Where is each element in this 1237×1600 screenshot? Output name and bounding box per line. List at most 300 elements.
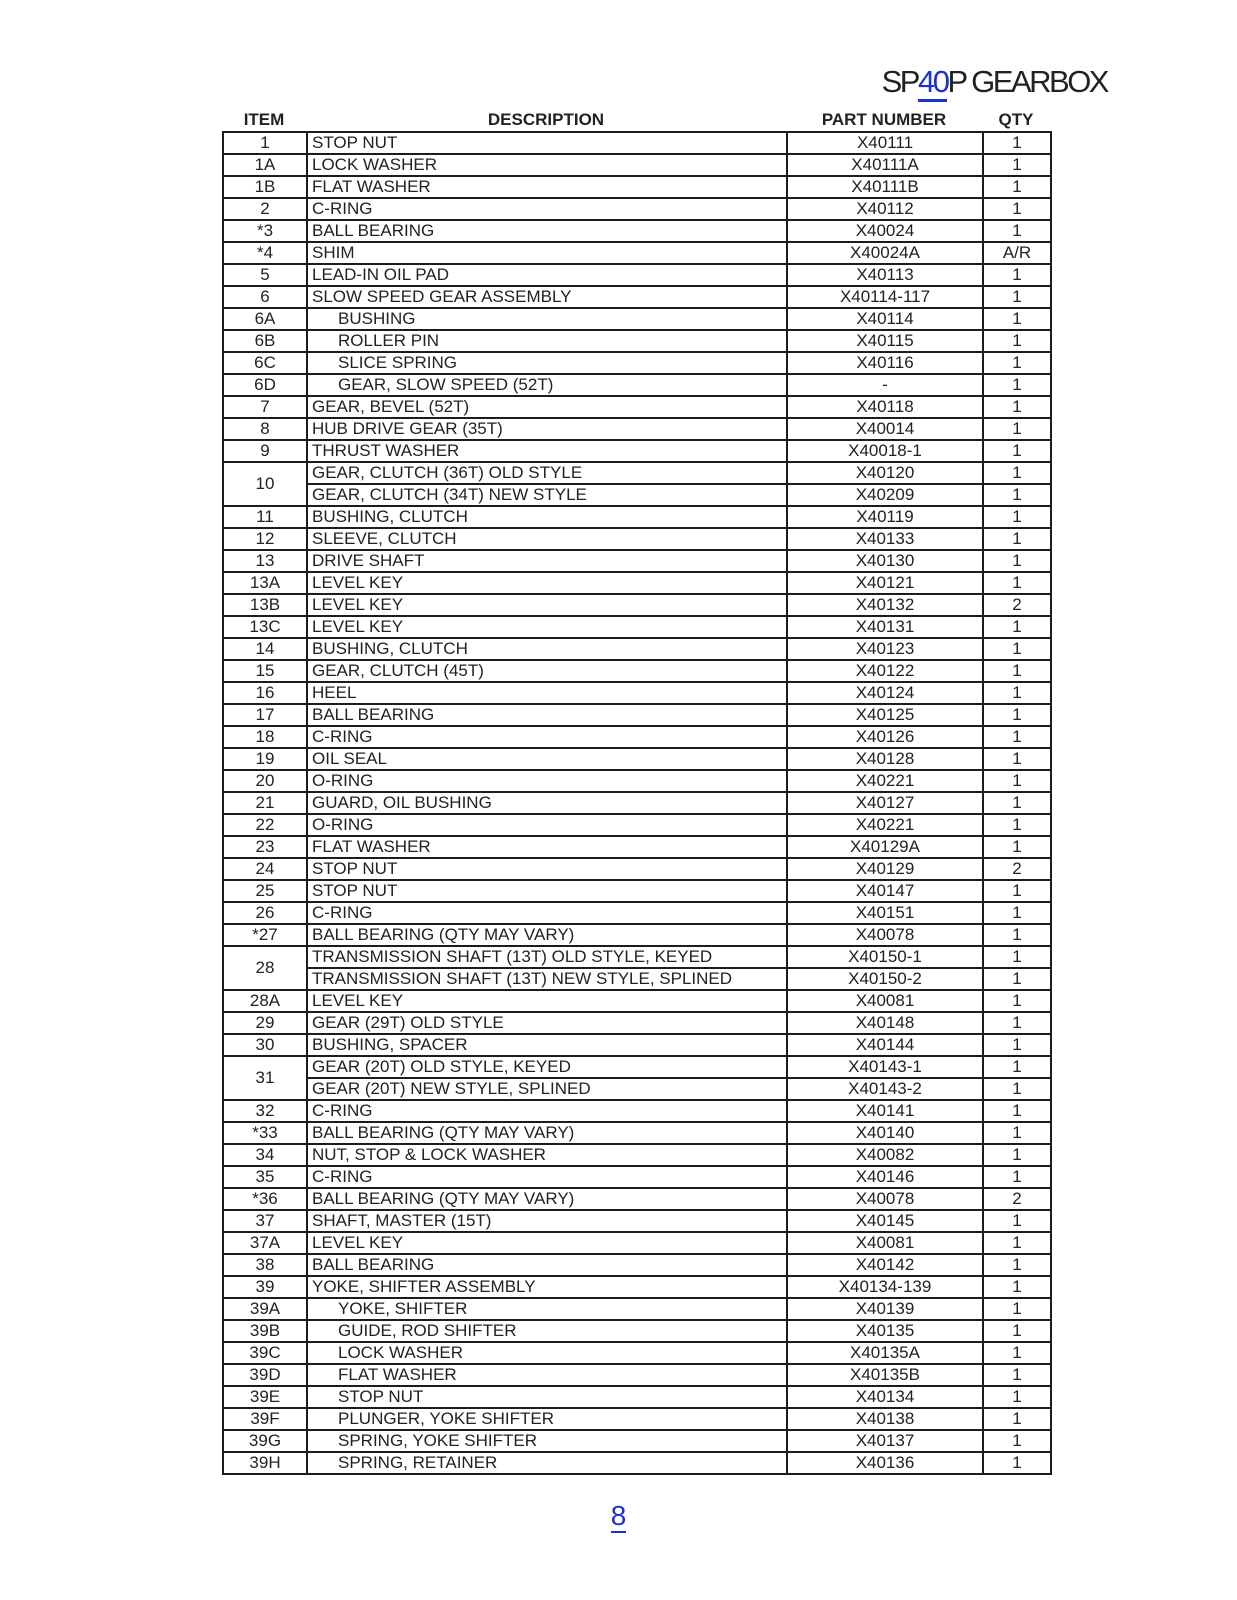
qty-cell: 1 — [983, 132, 1051, 154]
description-cell: STOP NUT — [307, 880, 787, 902]
item-cell: 14 — [223, 638, 307, 660]
part-number-cell: X40144 — [787, 1034, 983, 1056]
part-number-cell: X40111 — [787, 132, 983, 154]
table-row — [223, 242, 1051, 264]
item-cell: 7 — [223, 396, 307, 418]
qty-cell: 1 — [983, 330, 1051, 352]
table-row — [223, 440, 1051, 462]
part-number-cell: X40147 — [787, 880, 983, 902]
description-cell: BALL BEARING (QTY MAY VARY) — [307, 924, 787, 946]
item-cell: 1B — [223, 176, 307, 198]
parts-table-body — [223, 132, 1051, 1474]
qty-cell: 1 — [983, 1298, 1051, 1320]
description-cell: FLAT WASHER — [307, 176, 787, 198]
table-row — [223, 814, 1051, 836]
description-cell: BUSHING, SPACER — [307, 1034, 787, 1056]
qty-cell: 1 — [983, 1078, 1051, 1100]
item-cell: 21 — [223, 792, 307, 814]
part-number-cell: X40111A — [787, 154, 983, 176]
item-cell: 26 — [223, 902, 307, 924]
item-cell: 6 — [223, 286, 307, 308]
part-number-cell: X40114 — [787, 308, 983, 330]
part-number-cell: X40078 — [787, 1188, 983, 1210]
description-cell: C-RING — [307, 1166, 787, 1188]
qty-cell: 1 — [983, 1166, 1051, 1188]
description-cell: FLAT WASHER — [307, 836, 787, 858]
item-cell: 20 — [223, 770, 307, 792]
part-number-cell: X40150-1 — [787, 946, 983, 968]
table-row — [223, 308, 1051, 330]
table-row — [223, 1430, 1051, 1452]
item-cell: 39A — [223, 1298, 307, 1320]
description-cell: TRANSMISSION SHAFT (13T) NEW STYLE, SPLINED — [307, 968, 787, 990]
description-cell: PLUNGER, YOKE SHIFTER — [307, 1408, 787, 1430]
table-row — [223, 352, 1051, 374]
description-cell: SLOW SPEED GEAR ASSEMBLY — [307, 286, 787, 308]
table-row — [223, 594, 1051, 616]
part-number-cell: X40112 — [787, 198, 983, 220]
item-cell: 8 — [223, 418, 307, 440]
description-cell: BALL BEARING (QTY MAY VARY) — [307, 1188, 787, 1210]
table-row — [223, 572, 1051, 594]
item-cell: 22 — [223, 814, 307, 836]
item-cell: 39B — [223, 1320, 307, 1342]
qty-cell: 1 — [983, 1144, 1051, 1166]
table-row — [223, 1320, 1051, 1342]
part-number-cell: X40143-1 — [787, 1056, 983, 1078]
description-cell: LEVEL KEY — [307, 594, 787, 616]
item-cell: 25 — [223, 880, 307, 902]
qty-cell: 1 — [983, 1210, 1051, 1232]
part-number-cell: X40135B — [787, 1364, 983, 1386]
description-cell: STOP NUT — [307, 132, 787, 154]
qty-cell: 1 — [983, 1364, 1051, 1386]
part-number-cell: X40209 — [787, 484, 983, 506]
qty-cell: 1 — [983, 396, 1051, 418]
qty-cell: 1 — [983, 990, 1051, 1012]
item-cell: 30 — [223, 1034, 307, 1056]
part-number-cell: X40150-2 — [787, 968, 983, 990]
page-title — [882, 64, 1107, 100]
item-cell: 6D — [223, 374, 307, 396]
qty-cell: 1 — [983, 220, 1051, 242]
table-row — [223, 1342, 1051, 1364]
description-cell: SHIM — [307, 242, 787, 264]
description-cell: FLAT WASHER — [307, 1364, 787, 1386]
qty-cell: 1 — [983, 374, 1051, 396]
part-number-cell: X40136 — [787, 1452, 983, 1474]
qty-cell: 1 — [983, 1320, 1051, 1342]
table-row — [223, 484, 1051, 506]
item-cell: 6A — [223, 308, 307, 330]
table-row — [223, 990, 1051, 1012]
item-cell: 5 — [223, 264, 307, 286]
qty-cell: 2 — [983, 1188, 1051, 1210]
description-cell: BALL BEARING (QTY MAY VARY) — [307, 1122, 787, 1144]
description-cell: GEAR, SLOW SPEED (52T) — [307, 374, 787, 396]
item-cell: 24 — [223, 858, 307, 880]
table-row — [223, 880, 1051, 902]
qty-cell: 1 — [983, 770, 1051, 792]
item-cell: 39G — [223, 1430, 307, 1452]
item-cell: 23 — [223, 836, 307, 858]
description-cell: LOCK WASHER — [307, 154, 787, 176]
table-row — [223, 198, 1051, 220]
table-row — [223, 748, 1051, 770]
table-row — [223, 1408, 1051, 1430]
column-header-part-number: PART NUMBER — [821, 110, 947, 129]
description-cell: HEEL — [307, 682, 787, 704]
table-row — [223, 704, 1051, 726]
table-row — [223, 396, 1051, 418]
item-cell: 11 — [223, 506, 307, 528]
description-cell: BUSHING, CLUTCH — [307, 506, 787, 528]
part-number-cell: X40116 — [787, 352, 983, 374]
item-cell: 39H — [223, 1452, 307, 1474]
item-cell: 16 — [223, 682, 307, 704]
column-header-qty: QTY — [998, 110, 1034, 129]
part-number-cell: X40142 — [787, 1254, 983, 1276]
description-cell: LOCK WASHER — [307, 1342, 787, 1364]
part-number-cell: - — [787, 374, 983, 396]
qty-cell: 1 — [983, 704, 1051, 726]
part-number-cell: X40137 — [787, 1430, 983, 1452]
item-cell: 6C — [223, 352, 307, 374]
item-cell: 9 — [223, 440, 307, 462]
part-number-cell: X40141 — [787, 1100, 983, 1122]
qty-cell: 1 — [983, 1100, 1051, 1122]
table-row — [223, 506, 1051, 528]
qty-cell: 1 — [983, 1386, 1051, 1408]
qty-cell: 1 — [983, 836, 1051, 858]
description-cell: GEAR (29T) OLD STYLE — [307, 1012, 787, 1034]
part-number-cell: X40111B — [787, 176, 983, 198]
description-cell: THRUST WASHER — [307, 440, 787, 462]
qty-cell: 1 — [983, 726, 1051, 748]
item-cell: 34 — [223, 1144, 307, 1166]
table-row — [223, 616, 1051, 638]
description-cell: GEAR (20T) OLD STYLE, KEYED — [307, 1056, 787, 1078]
description-cell: YOKE, SHIFTER ASSEMBLY — [307, 1276, 787, 1298]
part-number-cell: X40135A — [787, 1342, 983, 1364]
qty-cell: 1 — [983, 748, 1051, 770]
item-cell: 39C — [223, 1342, 307, 1364]
qty-cell: 1 — [983, 660, 1051, 682]
item-cell: 39D — [223, 1364, 307, 1386]
part-number-cell: X40125 — [787, 704, 983, 726]
qty-cell: 1 — [983, 506, 1051, 528]
qty-cell: 1 — [983, 264, 1051, 286]
part-number-cell: X40148 — [787, 1012, 983, 1034]
table-row — [223, 462, 1051, 484]
qty-cell: 1 — [983, 352, 1051, 374]
part-number-cell: X40135 — [787, 1320, 983, 1342]
item-cell: 31 — [223, 1056, 307, 1100]
part-number-cell: X40129 — [787, 858, 983, 880]
part-number-cell: X40128 — [787, 748, 983, 770]
part-number-cell: X40133 — [787, 528, 983, 550]
page-number — [0, 1500, 1237, 1532]
part-number-cell: X40078 — [787, 924, 983, 946]
qty-cell: A/R — [983, 242, 1051, 264]
table-row — [223, 1100, 1051, 1122]
qty-cell: 1 — [983, 1034, 1051, 1056]
table-row — [223, 770, 1051, 792]
part-number-cell: X40126 — [787, 726, 983, 748]
table-row — [223, 220, 1051, 242]
part-number-cell: X40118 — [787, 396, 983, 418]
item-cell: 39F — [223, 1408, 307, 1430]
table-row — [223, 418, 1051, 440]
part-number-cell: X40123 — [787, 638, 983, 660]
title-suffix: P GEARBOX — [947, 64, 1107, 99]
item-cell: 28A — [223, 990, 307, 1012]
table-row — [223, 374, 1051, 396]
qty-cell: 1 — [983, 792, 1051, 814]
part-number-cell: X40122 — [787, 660, 983, 682]
part-number-cell: X40081 — [787, 1232, 983, 1254]
qty-cell: 1 — [983, 1012, 1051, 1034]
qty-cell: 1 — [983, 198, 1051, 220]
part-number-cell: X40120 — [787, 462, 983, 484]
qty-cell: 1 — [983, 1342, 1051, 1364]
table-row — [223, 528, 1051, 550]
item-cell: 12 — [223, 528, 307, 550]
qty-cell: 1 — [983, 550, 1051, 572]
part-number-cell: X40124 — [787, 682, 983, 704]
description-cell: LEVEL KEY — [307, 990, 787, 1012]
part-number-cell: X40145 — [787, 1210, 983, 1232]
description-cell: STOP NUT — [307, 858, 787, 880]
qty-cell: 1 — [983, 1056, 1051, 1078]
item-cell: 13C — [223, 616, 307, 638]
part-number-cell: X40134 — [787, 1386, 983, 1408]
qty-cell: 1 — [983, 1452, 1051, 1474]
table-row — [223, 286, 1051, 308]
description-cell: OIL SEAL — [307, 748, 787, 770]
page-number-link[interactable]: 8 — [610, 1500, 627, 1531]
part-number-cell: X40114-117 — [787, 286, 983, 308]
description-cell: BUSHING — [307, 308, 787, 330]
part-number-cell: X40131 — [787, 616, 983, 638]
table-row — [223, 1210, 1051, 1232]
part-number-cell: X40127 — [787, 792, 983, 814]
item-cell: 39E — [223, 1386, 307, 1408]
description-cell: SPRING, YOKE SHIFTER — [307, 1430, 787, 1452]
part-number-cell: X40139 — [787, 1298, 983, 1320]
description-cell: GUIDE, ROD SHIFTER — [307, 1320, 787, 1342]
table-row — [223, 1056, 1051, 1078]
part-number-cell: X40113 — [787, 264, 983, 286]
item-cell: 18 — [223, 726, 307, 748]
table-row — [223, 682, 1051, 704]
qty-cell: 1 — [983, 286, 1051, 308]
qty-cell: 1 — [983, 418, 1051, 440]
item-cell: 1A — [223, 154, 307, 176]
item-cell: 10 — [223, 462, 307, 506]
part-number-cell: X40221 — [787, 770, 983, 792]
qty-cell: 1 — [983, 1408, 1051, 1430]
qty-cell: 1 — [983, 616, 1051, 638]
part-number-cell: X40143-2 — [787, 1078, 983, 1100]
table-row — [223, 1012, 1051, 1034]
part-number-cell: X40134-139 — [787, 1276, 983, 1298]
part-number-cell: X40121 — [787, 572, 983, 594]
description-cell: NUT, STOP & LOCK WASHER — [307, 1144, 787, 1166]
table-row — [223, 550, 1051, 572]
item-cell: 6B — [223, 330, 307, 352]
description-cell: C-RING — [307, 198, 787, 220]
qty-cell: 1 — [983, 176, 1051, 198]
part-number-cell: X40115 — [787, 330, 983, 352]
item-cell: 2 — [223, 198, 307, 220]
table-row — [223, 1188, 1051, 1210]
description-cell: SPRING, RETAINER — [307, 1452, 787, 1474]
item-cell: 32 — [223, 1100, 307, 1122]
title-prefix: SP — [881, 64, 918, 99]
part-number-cell: X40014 — [787, 418, 983, 440]
table-row — [223, 1122, 1051, 1144]
description-cell: GUARD, OIL BUSHING — [307, 792, 787, 814]
table-row — [223, 924, 1051, 946]
table-row — [223, 638, 1051, 660]
qty-cell: 1 — [983, 880, 1051, 902]
qty-cell: 1 — [983, 484, 1051, 506]
item-cell: 15 — [223, 660, 307, 682]
qty-cell: 1 — [983, 682, 1051, 704]
item-cell: 13B — [223, 594, 307, 616]
description-cell: GEAR (20T) NEW STYLE, SPLINED — [307, 1078, 787, 1100]
qty-cell: 1 — [983, 902, 1051, 924]
description-cell: BUSHING, CLUTCH — [307, 638, 787, 660]
description-cell: YOKE, SHIFTER — [307, 1298, 787, 1320]
table-row — [223, 726, 1051, 748]
qty-cell: 1 — [983, 154, 1051, 176]
item-cell: *4 — [223, 242, 307, 264]
qty-cell: 2 — [983, 858, 1051, 880]
description-cell: GEAR, CLUTCH (45T) — [307, 660, 787, 682]
table-row — [223, 1364, 1051, 1386]
part-number-cell: X40140 — [787, 1122, 983, 1144]
column-header-description: DESCRIPTION — [487, 110, 605, 129]
item-cell: 37A — [223, 1232, 307, 1254]
table-row — [223, 1078, 1051, 1100]
part-number-cell: X40129A — [787, 836, 983, 858]
item-cell: 13A — [223, 572, 307, 594]
table-row — [223, 968, 1051, 990]
description-cell: LEVEL KEY — [307, 616, 787, 638]
table-row — [223, 792, 1051, 814]
description-cell: HUB DRIVE GEAR (35T) — [307, 418, 787, 440]
qty-cell: 1 — [983, 968, 1051, 990]
qty-cell: 1 — [983, 528, 1051, 550]
item-cell: 29 — [223, 1012, 307, 1034]
qty-cell: 1 — [983, 572, 1051, 594]
item-cell: 1 — [223, 132, 307, 154]
item-cell: 19 — [223, 748, 307, 770]
description-cell: BALL BEARING — [307, 220, 787, 242]
part-number-cell: X40151 — [787, 902, 983, 924]
table-row — [223, 1144, 1051, 1166]
part-number-cell: X40146 — [787, 1166, 983, 1188]
description-cell: SHAFT, MASTER (15T) — [307, 1210, 787, 1232]
part-number-cell: X40024 — [787, 220, 983, 242]
description-cell: BALL BEARING — [307, 1254, 787, 1276]
part-number-cell: X40132 — [787, 594, 983, 616]
column-header-item: ITEM — [243, 110, 285, 129]
table-row — [223, 330, 1051, 352]
item-cell: 13 — [223, 550, 307, 572]
description-cell: STOP NUT — [307, 1386, 787, 1408]
table-row — [223, 660, 1051, 682]
part-number-cell: X40081 — [787, 990, 983, 1012]
table-row — [223, 1232, 1051, 1254]
table-row — [223, 1276, 1051, 1298]
title-link[interactable]: 40 — [918, 64, 947, 102]
description-cell: GEAR, CLUTCH (34T) NEW STYLE — [307, 484, 787, 506]
table-row — [223, 1298, 1051, 1320]
part-number-cell: X40018-1 — [787, 440, 983, 462]
qty-cell: 1 — [983, 462, 1051, 484]
item-cell: *33 — [223, 1122, 307, 1144]
part-number-cell: X40221 — [787, 814, 983, 836]
qty-cell: 1 — [983, 440, 1051, 462]
item-cell: *3 — [223, 220, 307, 242]
description-cell: C-RING — [307, 902, 787, 924]
qty-cell: 1 — [983, 308, 1051, 330]
qty-cell: 1 — [983, 924, 1051, 946]
description-cell: TRANSMISSION SHAFT (13T) OLD STYLE, KEYED — [307, 946, 787, 968]
table-row — [223, 264, 1051, 286]
qty-cell: 1 — [983, 1232, 1051, 1254]
description-cell: O-RING — [307, 770, 787, 792]
table-row — [223, 176, 1051, 198]
item-cell: 17 — [223, 704, 307, 726]
table-row — [223, 1166, 1051, 1188]
item-cell: 39 — [223, 1276, 307, 1298]
description-cell: LEVEL KEY — [307, 572, 787, 594]
item-cell: 28 — [223, 946, 307, 990]
description-cell: C-RING — [307, 1100, 787, 1122]
table-row — [223, 1034, 1051, 1056]
description-cell: ROLLER PIN — [307, 330, 787, 352]
part-number-cell: X40130 — [787, 550, 983, 572]
part-number-cell: X40024A — [787, 242, 983, 264]
qty-cell: 2 — [983, 594, 1051, 616]
table-row — [223, 836, 1051, 858]
description-cell: SLEEVE, CLUTCH — [307, 528, 787, 550]
qty-cell: 1 — [983, 1122, 1051, 1144]
item-cell: *27 — [223, 924, 307, 946]
description-cell: LEVEL KEY — [307, 1232, 787, 1254]
table-row — [223, 946, 1051, 968]
item-cell: 38 — [223, 1254, 307, 1276]
item-cell: 35 — [223, 1166, 307, 1188]
description-cell: C-RING — [307, 726, 787, 748]
table-row — [223, 1452, 1051, 1474]
qty-cell: 1 — [983, 1430, 1051, 1452]
qty-cell: 1 — [983, 946, 1051, 968]
table-row — [223, 858, 1051, 880]
description-cell: GEAR, CLUTCH (36T) OLD STYLE — [307, 462, 787, 484]
item-cell: *36 — [223, 1188, 307, 1210]
qty-cell: 1 — [983, 638, 1051, 660]
qty-cell: 1 — [983, 814, 1051, 836]
part-number-cell: X40138 — [787, 1408, 983, 1430]
description-cell: DRIVE SHAFT — [307, 550, 787, 572]
description-cell: LEAD-IN OIL PAD — [307, 264, 787, 286]
description-cell: BALL BEARING — [307, 704, 787, 726]
